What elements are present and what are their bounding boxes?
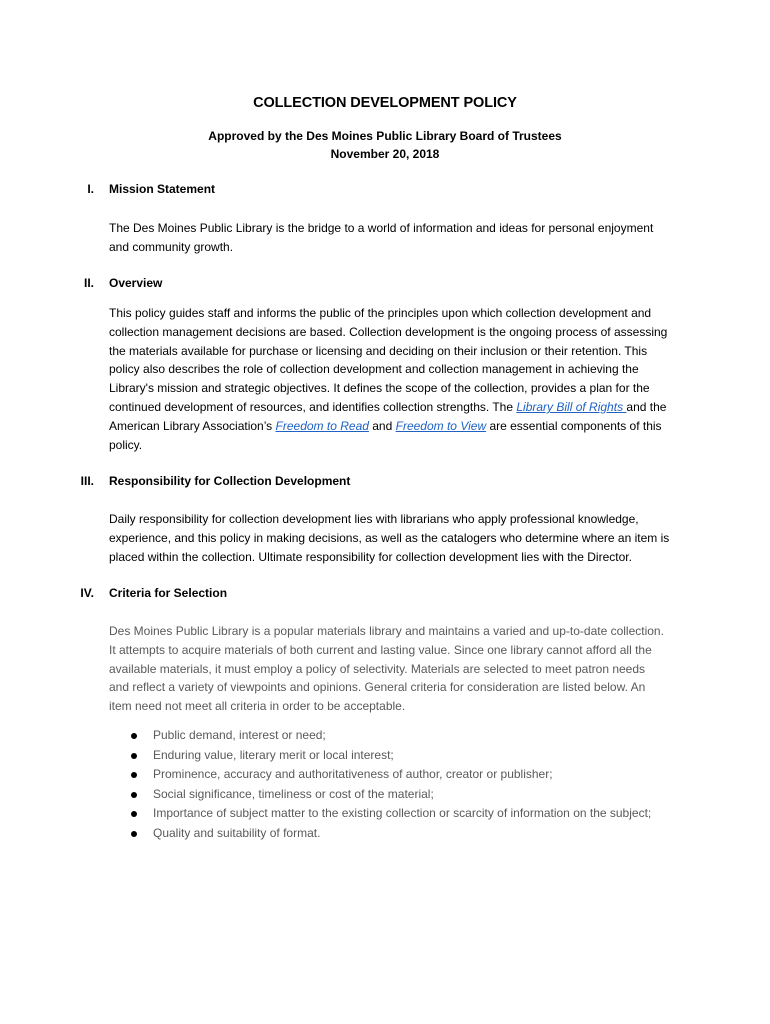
bullet-icon (131, 792, 137, 798)
text-run: and (368, 418, 396, 433)
paragraph-line: the materials available for purchase or licensing and deciding on their inclusion or their retention. This (109, 343, 648, 358)
freedom-to-view-link[interactable]: Freedom to View (395, 418, 487, 433)
section-title: Responsibility for Collection Development (109, 474, 351, 488)
bullet-icon (131, 733, 137, 739)
list-item-text: Quality and suitability of format. (153, 825, 321, 840)
paragraph-line: item need not meet all criteria in order to be acceptable. (109, 699, 406, 714)
paragraph-line: policy. (109, 437, 143, 452)
section-title: Overview (109, 276, 163, 290)
text-run: and the (626, 399, 667, 414)
list-item-text: Importance of subject matter to the existing collection or scarcity of information on the subject; (153, 806, 652, 821)
list-item (109, 765, 651, 785)
paragraph-line: and community growth. (109, 239, 234, 254)
paragraph-line: The Des Moines Public Library is the bridge to a world of information and ideas for personal enjoyment (109, 221, 654, 235)
section-numeral: I. (87, 182, 94, 196)
paragraph-line: policy also describes the role of collection development and collection management in achieving the (109, 362, 639, 377)
bullet-icon (131, 831, 137, 837)
paragraph-line: This policy guides staff and informs the public of the principles upon which collection development and (109, 306, 652, 320)
section-title: Criteria for Selection (109, 586, 228, 600)
list-item (109, 804, 651, 824)
selection-criteria-list (109, 726, 651, 844)
bullet-icon (131, 753, 137, 759)
list-item (109, 824, 651, 844)
list-item-text: Public demand, interest or need; (153, 728, 326, 742)
bullet-icon (131, 811, 137, 817)
paragraph-line: Des Moines Public Library is a popular materials library and maintains a varied and up-to-date collection. (109, 624, 664, 638)
freedom-to-read-link[interactable]: Freedom to Read (275, 418, 369, 433)
list-item (109, 746, 651, 766)
paragraph-line: collection management decisions are based. Collection development is the ongoing process of assessing (109, 324, 668, 339)
text-run: are essential components of this (486, 418, 662, 433)
paragraph-line: experience, and this policy in making decisions, as well as the catalogers who determine where an item is (109, 530, 670, 545)
mission-paragraph (109, 219, 704, 257)
list-item (109, 726, 651, 746)
section-numeral: II. (83, 276, 94, 290)
paragraph-line: Library's mission and strategic objectives. It defines the scope of the collection, provides a plan for the (109, 381, 650, 396)
paragraph-line: It attempts to acquire materials of both current and lasting value. Since one library cannot afford all the (109, 642, 652, 657)
paragraph-line (109, 417, 704, 436)
section-title: Mission Statement (109, 182, 216, 196)
text-run: American Library Association’s (109, 418, 276, 433)
list-item (109, 785, 651, 805)
bullet-icon (131, 772, 137, 778)
paragraph-line: Daily responsibility for collection development lies with librarians who apply professional knowledge, (109, 512, 639, 526)
list-item-text: Enduring value, literary merit or local interest; (153, 747, 394, 762)
overview-paragraph (109, 304, 704, 454)
list-item-text: Prominence, accuracy and authoritativeness of author, creator or publisher; (153, 767, 553, 782)
library-bill-of-rights-link[interactable]: Library Bill of Rights (516, 399, 627, 414)
section-numeral: III. (80, 474, 94, 488)
paragraph-line: available materials, it must employ a policy of selectivity. Materials are selected to meet patron needs (109, 661, 646, 676)
approval-date: November 20, 2018 (330, 147, 440, 161)
text-run: continued development of resources, and identifies collection strengths. The (109, 399, 517, 414)
document-title: COLLECTION DEVELOPMENT POLICY (253, 95, 517, 111)
section-numeral: IV. (80, 586, 94, 600)
paragraph-line: and reflect a variety of viewpoints and opinions. General criteria for consideration are listed below. An (109, 680, 646, 695)
paragraph-line: placed within the collection. Ultimate responsibility for collection development lies with the Director. (109, 549, 632, 564)
responsibility-paragraph (109, 510, 704, 566)
list-item-text: Social significance, timeliness or cost of the material; (153, 786, 434, 801)
approval-line: Approved by the Des Moines Public Library Board of Trustees (208, 129, 562, 143)
paragraph-line (109, 398, 704, 417)
criteria-paragraph (109, 622, 704, 716)
